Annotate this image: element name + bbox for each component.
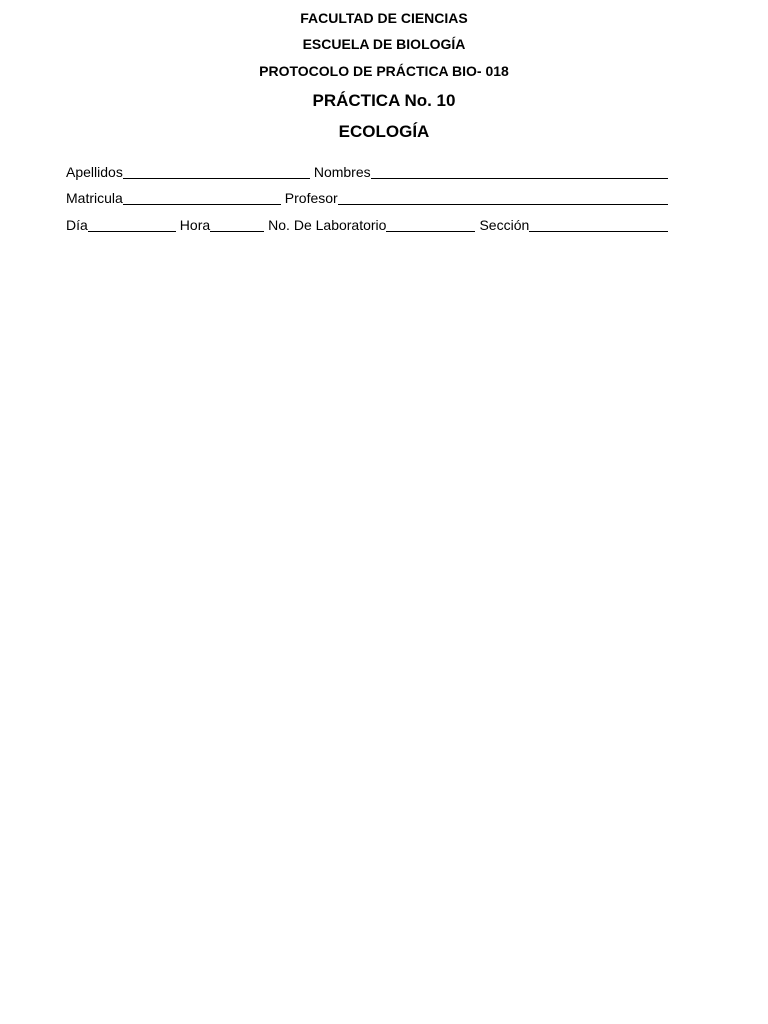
apellidos-label: Apellidos (66, 164, 123, 180)
nombres-blank[interactable] (371, 163, 668, 179)
protocol-heading: PROTOCOLO DE PRÁCTICA BIO- 018 (259, 63, 509, 79)
dia-blank[interactable] (88, 216, 176, 232)
school-heading: ESCUELA DE BIOLOGÍA (302, 36, 466, 52)
nombres-label: Nombres (313, 164, 371, 180)
faculty-heading: FACULTAD DE CIENCIAS (300, 10, 468, 26)
matricula-label: Matricula (66, 190, 123, 206)
apellidos-blank[interactable] (123, 163, 310, 179)
topic-title: ECOLOGÍA (338, 122, 430, 141)
form-row-schedule (66, 216, 668, 233)
form-row-names (66, 163, 668, 180)
hora-blank[interactable] (210, 216, 264, 232)
laboratorio-label: No. De Laboratorio (268, 217, 387, 233)
hora-label: Hora (179, 217, 211, 233)
practice-title: PRÁCTICA No. 10 (312, 91, 456, 110)
profesor-blank[interactable] (338, 189, 668, 205)
dia-label: Día (66, 217, 88, 233)
profesor-label: Profesor (284, 190, 338, 206)
form-row-id (66, 189, 668, 206)
seccion-label: Sección (479, 217, 530, 233)
laboratorio-blank[interactable] (386, 216, 475, 232)
seccion-blank[interactable] (529, 216, 668, 232)
matricula-blank[interactable] (123, 189, 281, 205)
